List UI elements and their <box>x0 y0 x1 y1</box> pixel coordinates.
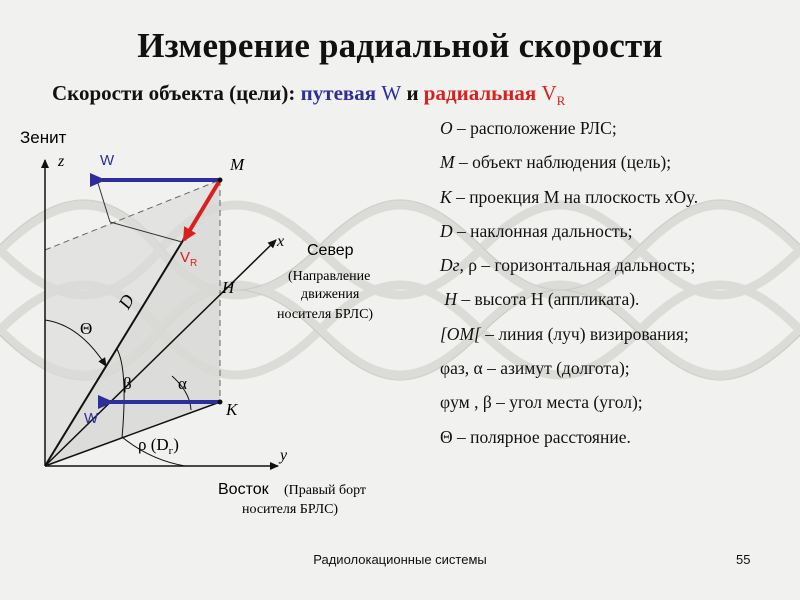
legend-item-m: M – объект наблюдения (цель); <box>440 152 672 173</box>
h-label: H <box>222 278 235 297</box>
beta-label: β <box>123 374 132 393</box>
east-note-2: носителя БРЛС) <box>242 502 339 517</box>
north-note-2: движения <box>301 287 360 302</box>
legend-item-k: K – проекция M на плоскость xOy. <box>440 186 699 207</box>
subtitle-prefix: Скорости объекта (цели): <box>52 81 301 105</box>
slide-subtitle <box>52 81 565 109</box>
legend-item-um: φум , β – угол места (угол); <box>440 392 643 413</box>
y-axis-label: y <box>280 447 288 464</box>
x-axis-label: x <box>277 233 285 250</box>
legend-item-d: D – наклонная дальность; <box>440 220 633 241</box>
subtitle-radial-symbol: $V_R$ <box>541 81 566 109</box>
rho-label: ρ $(D_г)$ <box>138 435 179 457</box>
legend-item-h: H – высота H (аппликата). <box>444 289 640 310</box>
subtitle-track-word: путевая <box>300 81 377 105</box>
north-note-1: (Направление <box>288 269 371 284</box>
east-note-1: (Правый борт <box>284 483 367 498</box>
alpha-label: α <box>178 374 187 393</box>
z-axis-label: z <box>58 153 65 170</box>
legend-item-az: φаз, α – азимут (долгота); <box>440 358 630 379</box>
k-point-label: K <box>226 400 238 419</box>
subtitle-conj: и <box>401 81 424 105</box>
legend-item-om: [OM[ – линия (луч) визирования; <box>440 323 689 344</box>
legend-item-theta: Θ – полярное расстояние. <box>440 426 631 447</box>
subtitle-track-symbol: W <box>381 81 402 105</box>
construction-line-1 <box>97 180 110 222</box>
w-top-label: W <box>100 152 115 169</box>
w-bottom-label: W <box>84 410 99 427</box>
d-label: D <box>114 290 139 313</box>
definitions-list <box>440 111 795 454</box>
theta-label: Θ <box>80 319 93 338</box>
north-note-3: носителя БРЛС) <box>277 307 374 322</box>
radial-velocity-diagram <box>0 110 440 530</box>
vr-label: $V_R$ <box>180 249 198 269</box>
slide-title: Измерение радиальной скорости <box>137 26 663 65</box>
legend-item-o: O – расположение РЛС; <box>440 118 617 138</box>
footer-course-title: Радиолокационные системы <box>313 552 487 567</box>
point-k <box>218 400 223 405</box>
point-m <box>218 178 223 183</box>
legend-item-dg: Dг, ρ – горизонтальная дальность; <box>440 255 696 276</box>
subtitle-radial-word: радиальная <box>423 81 537 105</box>
east-label: Восток <box>218 481 269 498</box>
zenith-label: Зенит <box>20 128 67 147</box>
m-point-label: M <box>230 155 245 174</box>
north-label: Север <box>307 242 354 259</box>
page-number: 55 <box>736 552 751 567</box>
